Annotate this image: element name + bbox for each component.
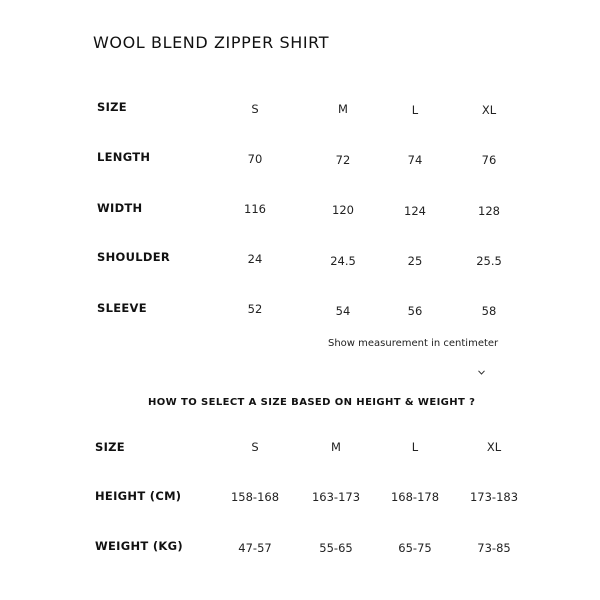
size-header-label: SIZE — [97, 100, 127, 114]
row-label-weight: WEIGHT (KG) — [95, 539, 183, 553]
height-xl: 173-183 — [469, 490, 519, 504]
unit-toggle-label[interactable]: Show measurement in centimeter — [328, 338, 499, 349]
size-header-s: S — [251, 102, 259, 116]
length-l: 74 — [407, 153, 423, 167]
row-label-length: LENGTH — [97, 150, 151, 164]
size-header-l: L — [411, 103, 419, 117]
row-label-sleeve: SLEEVE — [97, 301, 147, 315]
size-header-xl: XL — [481, 103, 497, 117]
length-s: 70 — [247, 152, 263, 166]
weight-m: 55-65 — [319, 541, 353, 555]
height-m: 163-173 — [311, 490, 361, 504]
shoulder-m: 24.5 — [330, 254, 356, 268]
height-l: 168-178 — [390, 490, 440, 504]
weight-s: 47-57 — [238, 541, 272, 555]
weight-l: 65-75 — [398, 541, 432, 555]
sleeve-s: 52 — [247, 302, 263, 316]
sleeve-xl: 58 — [481, 304, 497, 318]
chevron-down-icon[interactable] — [478, 370, 485, 375]
guide-size-header-label: SIZE — [95, 440, 125, 454]
weight-xl: 73-85 — [477, 541, 511, 555]
guide-size-header-l: L — [411, 440, 419, 454]
size-guide-heading: HOW TO SELECT A SIZE BASED ON HEIGHT & WEIGHT ? — [148, 397, 476, 408]
length-xl: 76 — [481, 153, 497, 167]
width-l: 124 — [404, 204, 426, 218]
shoulder-s: 24 — [247, 252, 263, 266]
row-label-width: WIDTH — [97, 201, 143, 215]
guide-size-header-xl: XL — [486, 440, 502, 454]
width-m: 120 — [332, 203, 354, 217]
sleeve-l: 56 — [407, 304, 423, 318]
width-s: 116 — [244, 202, 266, 216]
shoulder-l: 25 — [407, 254, 423, 268]
guide-size-header-s: S — [251, 440, 259, 454]
row-label-height: HEIGHT (CM) — [95, 489, 182, 503]
shoulder-xl: 25.5 — [476, 254, 502, 268]
size-header-m: M — [338, 102, 348, 116]
guide-size-header-m: M — [331, 440, 341, 454]
width-xl: 128 — [478, 204, 500, 218]
length-m: 72 — [335, 153, 351, 167]
height-s: 158-168 — [230, 490, 280, 504]
page-title: WOOL BLEND ZIPPER SHIRT — [93, 33, 330, 52]
sleeve-m: 54 — [335, 304, 351, 318]
row-label-shoulder: SHOULDER — [97, 250, 171, 264]
